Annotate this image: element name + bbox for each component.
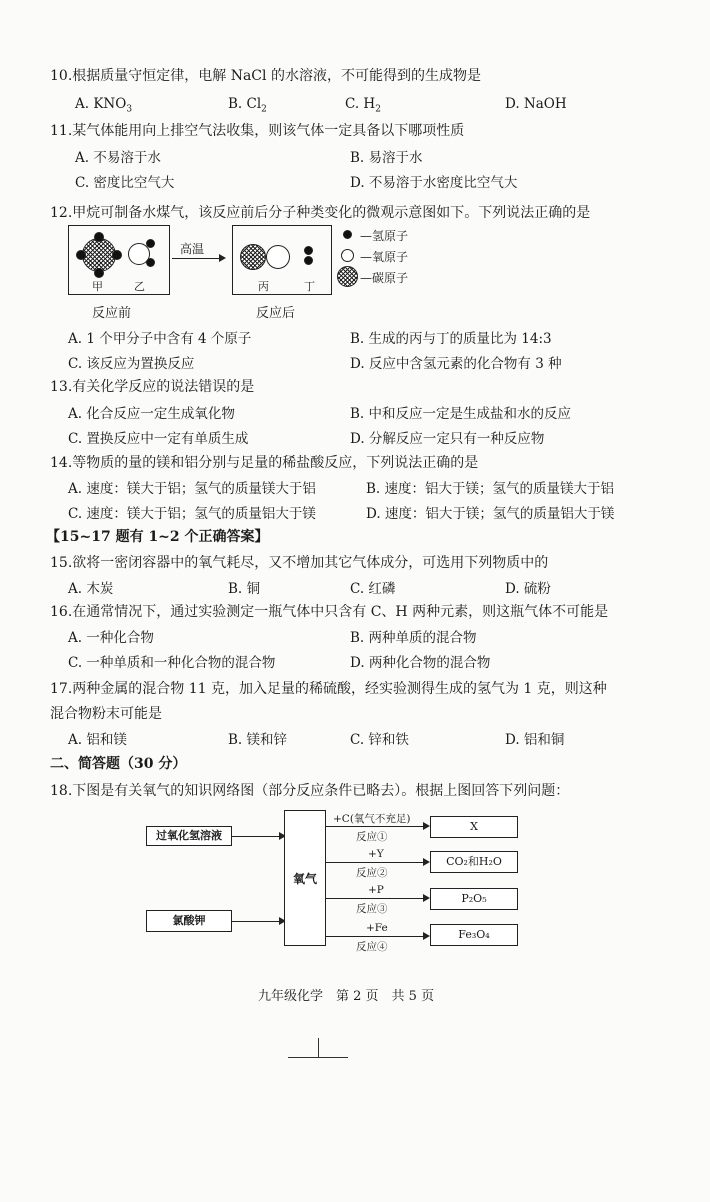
q16-stem: 16.在通常情况下，通过实验测定一瓶气体中只含有 C、H 两种元素，则这瓶气体不可能是 <box>50 604 609 620</box>
q15-option-a: A. 木炭 <box>68 581 114 597</box>
q14-option-a: A. 速度：镁大于铝；氢气的质量镁大于铝 <box>68 481 316 497</box>
q15-option-d: D. 硫粉 <box>505 581 551 597</box>
reaction-arrow <box>172 258 224 259</box>
q17-stem-line2: 混合物粉末可能是 <box>50 706 162 722</box>
legend-hydrogen-icon <box>343 230 352 239</box>
r4-reagent: +Fe <box>366 922 388 934</box>
r4-product: Fe₃O₄ <box>430 924 518 946</box>
q16-option-b: B. 两种单质的混合物 <box>350 630 477 646</box>
legend-hydrogen-label: —氢原子 <box>360 229 409 243</box>
r3-label: 反应③ <box>356 903 388 915</box>
hydrogen-atom <box>112 250 122 260</box>
hydrogen-atom <box>304 246 313 255</box>
hydrogen-atom <box>76 250 86 260</box>
legend-carbon-icon <box>337 266 358 287</box>
label-yi: 乙 <box>134 280 145 293</box>
q14-option-d: D. 速度：铝大于镁；氢气的质量铝大于镁 <box>366 506 615 522</box>
q12-stem: 12.甲烷可制备水煤气，该反应前后分子种类变化的微观示意图如下。下列说法正确的是 <box>50 205 591 221</box>
section-2-heading: 二、简答题（30 分） <box>50 756 187 772</box>
multi-answer-note: 【15~17 题有 1~2 个正确答案】 <box>46 529 269 545</box>
q16-option-d: D. 两种化合物的混合物 <box>350 655 491 671</box>
arrow-to-oxygen-2 <box>232 921 284 922</box>
q11-option-b: B. 易溶于水 <box>350 150 423 166</box>
r1-arrow <box>326 826 428 827</box>
center-oxygen: 氧气 <box>284 810 326 946</box>
page-footer: 九年级化学 第 2 页 共 5 页 <box>258 989 435 1004</box>
legend-oxygen-label: —氧原子 <box>360 250 409 264</box>
q12-option-c: C. 该反应为置换反应 <box>68 356 195 372</box>
q12-option-a: A. 1 个甲分子中含有 4 个原子 <box>68 331 252 347</box>
after-caption: 反应后 <box>256 306 296 321</box>
q13-option-a: A. 化合反应一定生成氧化物 <box>68 406 235 422</box>
r2-reagent: +Y <box>368 848 384 860</box>
q10-option-a: A. $KNO_3$ <box>75 96 133 115</box>
q15-stem: 15.欲将一密闭容器中的氧气耗尽，又不增加其它气体成分，可选用下列物质中的 <box>50 555 549 571</box>
q10-option-c: C. $H_2$ <box>345 96 381 115</box>
legend-oxygen-icon <box>341 249 354 262</box>
r1-reagent: +C(氧气不充足) <box>333 813 411 825</box>
hydrogen-atom <box>94 268 104 278</box>
legend-carbon-label: —碳原子 <box>360 271 409 285</box>
hydrogen-atom <box>304 256 313 265</box>
q15-option-c: C. 红磷 <box>350 581 396 597</box>
source-potassium-chlorate: 氯酸钾 <box>146 910 232 932</box>
hydrogen-atom <box>146 239 155 248</box>
r1-label: 反应① <box>356 831 388 843</box>
label-jia: 甲 <box>92 280 103 293</box>
q17-stem-line1: 17.两种金属的混合物 11 克，加入足量的稀硫酸，经实验测得生成的氢气为 1 克，则这种 <box>50 681 607 697</box>
q15-option-b: B. 铜 <box>228 581 261 597</box>
label-ding: 丁 <box>304 280 315 293</box>
r1-product: X <box>430 816 518 838</box>
r4-arrow <box>326 936 428 937</box>
q14-option-c: C. 速度：镁大于铝；氢气的质量铝大于镁 <box>68 506 316 522</box>
r3-arrow <box>326 898 428 899</box>
hydrogen-atom <box>94 232 104 242</box>
q12-option-b: B. 生成的丙与丁的质量比为 14:3 <box>350 331 552 347</box>
q18-stem: 18.下图是有关氧气的知识网络图（部分反应条件已略去）。根据上图回答下列问题： <box>50 783 570 799</box>
r4-label: 反应④ <box>356 941 388 953</box>
q11-option-a: A. 不易溶于水 <box>75 150 161 166</box>
q14-option-b: B. 速度：铝大于镁；氢气的质量镁大于铝 <box>366 481 615 497</box>
q17-option-b: B. 镁和锌 <box>228 732 288 748</box>
q10-stem: 10.根据质量守恒定律，电解 NaCl 的水溶液，不可能得到的生成物是 <box>50 68 481 84</box>
q17-option-c: C. 锌和铁 <box>350 732 409 748</box>
r2-label: 反应② <box>356 867 388 879</box>
before-caption: 反应前 <box>92 306 132 321</box>
carbon-atom <box>82 238 116 272</box>
q11-option-c: C. 密度比空气大 <box>75 175 175 191</box>
q12-option-d: D. 反应中含氢元素的化合物有 3 种 <box>350 356 562 372</box>
q13-option-b: B. 中和反应一定是生成盐和水的反应 <box>350 406 572 422</box>
condition-label: 高温 <box>180 242 205 256</box>
r2-product: CO₂和H₂O <box>430 851 518 873</box>
q13-option-d: D. 分解反应一定只有一种反应物 <box>350 431 545 447</box>
carbon-atom <box>240 244 266 270</box>
q10-option-b: B. $Cl_2$ <box>228 96 267 115</box>
q11-stem: 11.某气体能用向上排空气法收集，则该气体一定具备以下哪项性质 <box>50 123 465 139</box>
r3-reagent: +P <box>368 884 384 896</box>
oxygen-atom <box>266 245 290 269</box>
label-bing: 丙 <box>258 280 269 293</box>
q13-stem: 13.有关化学反应的说法错误的是 <box>50 379 255 395</box>
q13-option-c: C. 置换反应中一定有单质生成 <box>68 431 249 447</box>
r2-arrow <box>326 862 428 863</box>
q16-option-c: C. 一种单质和一种化合物的混合物 <box>68 655 276 671</box>
q14-stem: 14.等物质的量的镁和铝分别与足量的稀盐酸反应，下列说法正确的是 <box>50 455 479 471</box>
q16-option-a: A. 一种化合物 <box>68 630 154 646</box>
binding-mark-tick <box>318 1038 319 1058</box>
source-hydrogen-peroxide: 过氧化氢溶液 <box>146 826 232 846</box>
hydrogen-atom <box>146 258 155 267</box>
q17-option-d: D. 铝和铜 <box>505 732 565 748</box>
q10-option-d: D. NaOH <box>505 96 567 112</box>
arrow-to-oxygen-1 <box>232 836 284 837</box>
r3-product: P₂O₅ <box>430 888 518 910</box>
q11-option-d: D. 不易溶于水密度比空气大 <box>350 175 518 191</box>
q17-option-a: A. 铝和镁 <box>68 732 127 748</box>
